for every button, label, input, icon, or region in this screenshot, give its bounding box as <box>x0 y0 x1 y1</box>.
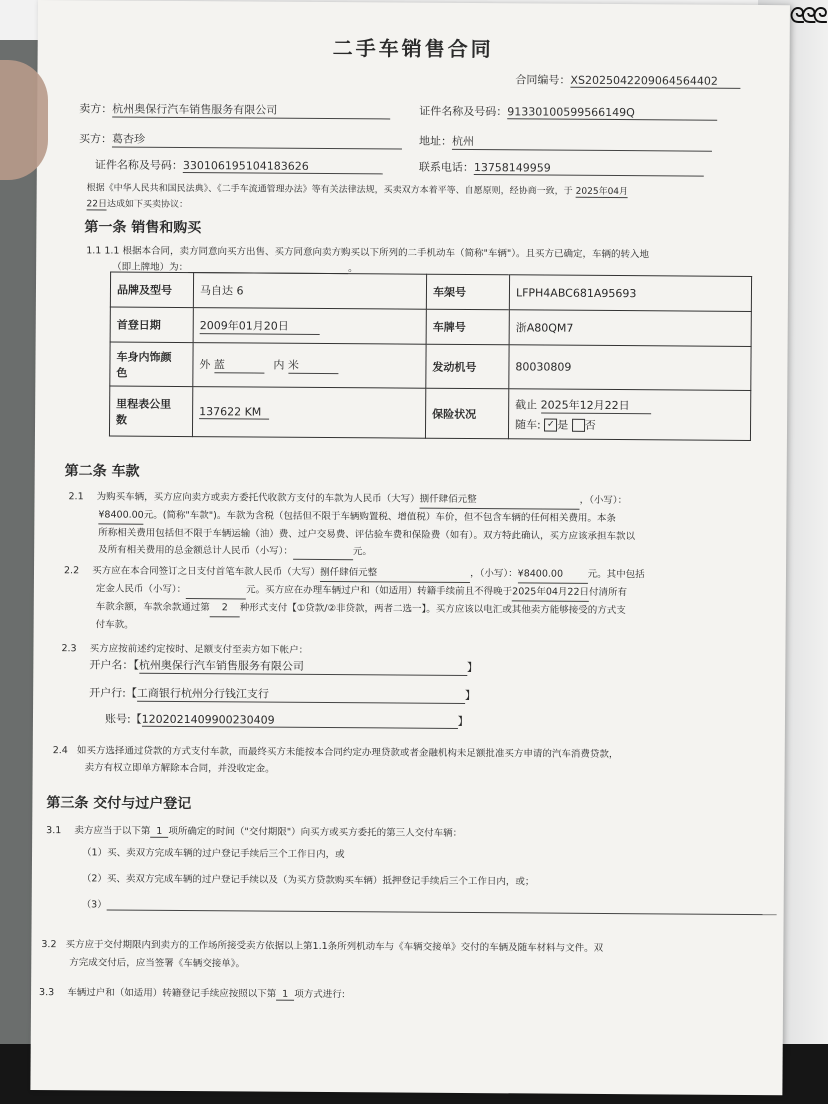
buyer-address-label: 地址： <box>418 134 453 148</box>
yes-label: 是 <box>557 418 569 432</box>
table-row <box>110 342 751 390</box>
clause-3-1-option-1: （1）买、卖双方完成车辆的过户登记手续后三个工作日内，或 <box>82 847 345 861</box>
clause-text: 卖方应当于以下第 <box>74 825 151 837</box>
seller-cert-label: 证件名称及号码： <box>419 104 508 119</box>
delivery-option: 1 <box>150 826 168 838</box>
engine-value: 80030809 <box>509 345 751 391</box>
insurance-label: 保险状况 <box>425 388 508 439</box>
bracket: 】 <box>457 714 469 729</box>
deposit-blank <box>186 587 246 599</box>
plate-label: 车牌号 <box>426 309 509 345</box>
thumb-in-frame <box>0 60 48 180</box>
clause-3-3 <box>39 984 345 1001</box>
yes-checkbox[interactable]: ✓ <box>544 419 557 432</box>
account-name-line <box>89 656 478 676</box>
clause-2-2 <box>64 562 645 637</box>
reg-date-value: 2009年01月20日 <box>200 317 320 335</box>
clause-text: ，（小写）： <box>579 494 628 507</box>
clause-number: 3.3 <box>39 987 55 999</box>
clause-text: 买方应在本合同签订之日支付首笔车款人民币（大写） <box>92 565 321 578</box>
bracket: 】 <box>464 688 476 703</box>
color-cell <box>193 343 426 389</box>
clause-text: 买方应于交付期限内到卖方的工作场所接受卖方依据以上第1.1条所列机动车与《车辆交接单》交付的车辆及随车材料与文件。双 <box>65 939 604 954</box>
clause-text: 项所确定的时间（"交付期限"）向买方或买方委托的第三人交付车辆： <box>168 825 463 839</box>
buyer-cert-label: 证件名称及号码： <box>94 158 183 173</box>
clause-text: 卖方有权立即单方解除本合同，并没收定金。 <box>84 762 275 775</box>
account-number: 1202021409900230409 <box>142 713 458 729</box>
clause-text: 所称相关费用包括但不限于车辆运输（油）费、过户交易费、评估验车费和保险费（如有）。双方特此确认，买方应该承担车款以 <box>98 527 636 543</box>
odometer-cell <box>192 387 425 439</box>
engine-label: 发动机号 <box>426 344 509 389</box>
brand-label: 品牌及型号 <box>110 272 193 308</box>
account-bank-line <box>89 684 476 704</box>
seller-name: 杭州奥保行汽车销售服务有限公司 <box>112 101 390 120</box>
insurance-until-label: 截止 <box>515 397 538 411</box>
interior-color: 米 <box>288 357 338 374</box>
buyer-phone-label: 联系电话： <box>418 160 474 175</box>
exterior-color: 蓝 <box>214 356 264 373</box>
account-bank-label: 开户行:【 <box>89 686 137 700</box>
account-no-line <box>105 710 469 729</box>
buyer-address <box>419 133 712 152</box>
clause-text: （即上牌地）为： <box>112 261 189 274</box>
clause-1-1 <box>86 242 649 260</box>
buyer-phone-value: 13758149959 <box>474 161 704 177</box>
article-2-heading: 第二条 车款 <box>64 463 140 480</box>
clause-text: ，（小写）： <box>470 568 518 580</box>
bracket: 】 <box>466 661 478 675</box>
first-payment-words: 捌仟肆佰元整 <box>320 564 470 583</box>
contract-no-value: XS2025042209064564402 <box>570 74 740 89</box>
exterior-label: 外 <box>199 358 211 372</box>
clause-text: 车款余额，车款余款通过第 <box>95 601 210 614</box>
buyer-label: 买方： <box>78 132 113 146</box>
clause-number: 1.1 <box>86 245 102 257</box>
insurance-with-car <box>515 416 744 434</box>
price-words: 捌仟肆佰元整 <box>420 491 580 510</box>
clause-text: （3） <box>81 899 107 911</box>
buyer-address-value: 杭州 <box>452 133 712 152</box>
first-payment-number: ¥8400.00 <box>518 565 588 583</box>
reg-date-cell <box>193 308 426 345</box>
clause-text: 车辆过户和（如适用）转籍登记手续应按照以下第 <box>67 987 277 1000</box>
no-checkbox[interactable] <box>572 419 585 432</box>
plate-value: 浙A80QM7 <box>509 310 751 347</box>
seller-label: 卖方： <box>79 102 113 116</box>
seller-cert <box>419 103 717 121</box>
buyer-phone <box>419 159 704 177</box>
clause-text: 买方应按前述约定按时、足额支付至卖方如下帐户： <box>89 643 309 656</box>
insurance-until-value: 2025年12月22日 <box>541 396 651 414</box>
total-blank <box>293 548 353 560</box>
no-label: 否 <box>584 418 596 432</box>
buyer-line <box>79 130 402 149</box>
clause-text: 定金人民币（小写）： <box>95 583 187 596</box>
contract-no-label: 合同编号： <box>515 73 571 87</box>
clause-number: 3.1 <box>46 825 62 837</box>
table-row <box>110 307 751 346</box>
buyer-cert-value: 330106195104183626 <box>183 159 383 174</box>
account-name-label: 开户名：【 <box>89 658 139 672</box>
clause-number: 2.3 <box>61 643 77 655</box>
clause-text: 及所有相关费用的总金额总计人民币（小写）： <box>98 544 293 557</box>
clause-text: 元。其中包括 <box>587 568 645 581</box>
color-label <box>110 342 193 387</box>
seller-cert-value: 91330100599566149Q <box>507 105 717 120</box>
clause-3-1-option-3 <box>82 896 777 915</box>
vehicle-info-table <box>109 272 752 441</box>
clause-2-4 <box>53 742 619 780</box>
insurance-until <box>515 396 744 415</box>
article-3-heading: 第三条 交付与过户登记 <box>46 795 192 813</box>
clause-3-2 <box>41 936 603 976</box>
odometer-label-text: 数 <box>116 413 128 427</box>
clause-3-1-option-2: （2）买、卖双方完成车辆的过户登记手续以及（为买方贷款购买车辆）抵押登记手续后三个工作日内，或； <box>81 873 535 888</box>
preamble-text-end: 达成如下买卖协议： <box>106 199 189 211</box>
clause-text: 为购买车辆，买方应向卖方或卖方委托代收款方支付的车款为人民币（大写） <box>96 491 420 505</box>
clause-number: 2.2 <box>63 565 80 577</box>
account-no-label: 账号:【 <box>104 712 142 726</box>
insurance-cell <box>508 389 750 441</box>
odometer-value: 137622 KM <box>199 405 269 419</box>
option-3-blank <box>107 899 777 916</box>
account-bank: 工商银行杭州分行钱江支行 <box>137 685 465 704</box>
clause-3-1 <box>46 822 462 840</box>
clause-text: 1.1 根据本合同，卖方同意向买方出售、买方同意向卖方购买以下所列的二手机动车（简称"车辆"）。且买方已确定，车辆的转入地 <box>104 245 650 261</box>
clause-text: 。 <box>348 263 358 275</box>
vin-label: 车架号 <box>426 274 509 310</box>
clause-2-1 <box>68 488 635 562</box>
clause-text: 方完成交付后，应当签署《车辆交接单》。 <box>69 957 246 970</box>
clause-2-3 <box>61 640 308 656</box>
table-row <box>109 386 750 440</box>
preamble-line1 <box>87 180 628 198</box>
transfer-option: 1 <box>276 989 294 1001</box>
clause-number: 2.1 <box>68 491 84 503</box>
contract-no <box>515 71 740 89</box>
preamble-line2 <box>87 196 189 211</box>
clause-text: 元。(简称"车款")。车款为含税（包括但不限于车辆购置税、增值税）车价，但不包含车辆的任何相关费用。本条 <box>143 509 616 525</box>
page-title: 二手车销售合同 <box>332 36 494 62</box>
table-row <box>110 272 751 311</box>
clause-number: 2.4 <box>52 745 68 757</box>
odometer-label-text: 里程表公里 <box>116 397 172 411</box>
color-label-text: 色 <box>116 366 128 380</box>
clause-text: 种形式支付【①贷款/②非贷款，两者二选一】。买方应该以电汇或其他卖方能够接受的方式支 <box>239 602 626 617</box>
clause-text: 如买方选择通过贷款的方式支付车款，而最终买方未能按本合同约定办理贷款或者金融机构未足额批准买方申请的汽车消费贷款， <box>76 745 619 761</box>
reg-date-label: 首登日期 <box>110 307 193 343</box>
clause-text: 项方式进行: <box>294 988 345 1001</box>
vin-value: LFPH4ABC681A95693 <box>509 275 751 312</box>
contract-page <box>30 0 790 1095</box>
interior-label: 内 <box>273 358 285 372</box>
article-1-heading: 第一条 销售和购买 <box>84 219 202 237</box>
account-name: 杭州奥保行汽车销售服务有限公司 <box>139 657 467 676</box>
clause-text: 付清所有 <box>588 586 628 599</box>
preamble-date: 2025年04月 <box>576 184 628 198</box>
odometer-label <box>109 386 192 437</box>
price-number: ¥8400.00 <box>98 506 143 524</box>
with-car-label: 随车: <box>515 417 541 432</box>
seller-line <box>79 100 390 119</box>
ink-doodle-icon: ᘓᘓᘓ <box>789 4 824 29</box>
payment-method: 2 <box>210 599 240 617</box>
preamble-text: 根据《中华人民共和国民法典》、《二手车流通管理办法》等有关法律法规，买卖双方本着平等、自愿原则，经协商一致，于 <box>86 183 573 197</box>
preamble-day: 22日 <box>87 196 108 210</box>
brand-value: 马自达 6 <box>193 273 426 310</box>
clause-text: 元。 <box>352 546 372 558</box>
clause-number: 3.2 <box>41 939 57 951</box>
color-label-text: 车身内饰颜 <box>116 350 172 364</box>
buyer-name: 葛杏珍 <box>112 131 402 150</box>
payoff-date: 2025年04月22日 <box>512 583 589 602</box>
clause-text: 付车款。 <box>95 619 134 631</box>
buyer-cert <box>95 156 383 174</box>
clause-text: 元。买方应在办理车辆过户和（如适用）转籍手续前且不得晚于 <box>246 584 513 598</box>
